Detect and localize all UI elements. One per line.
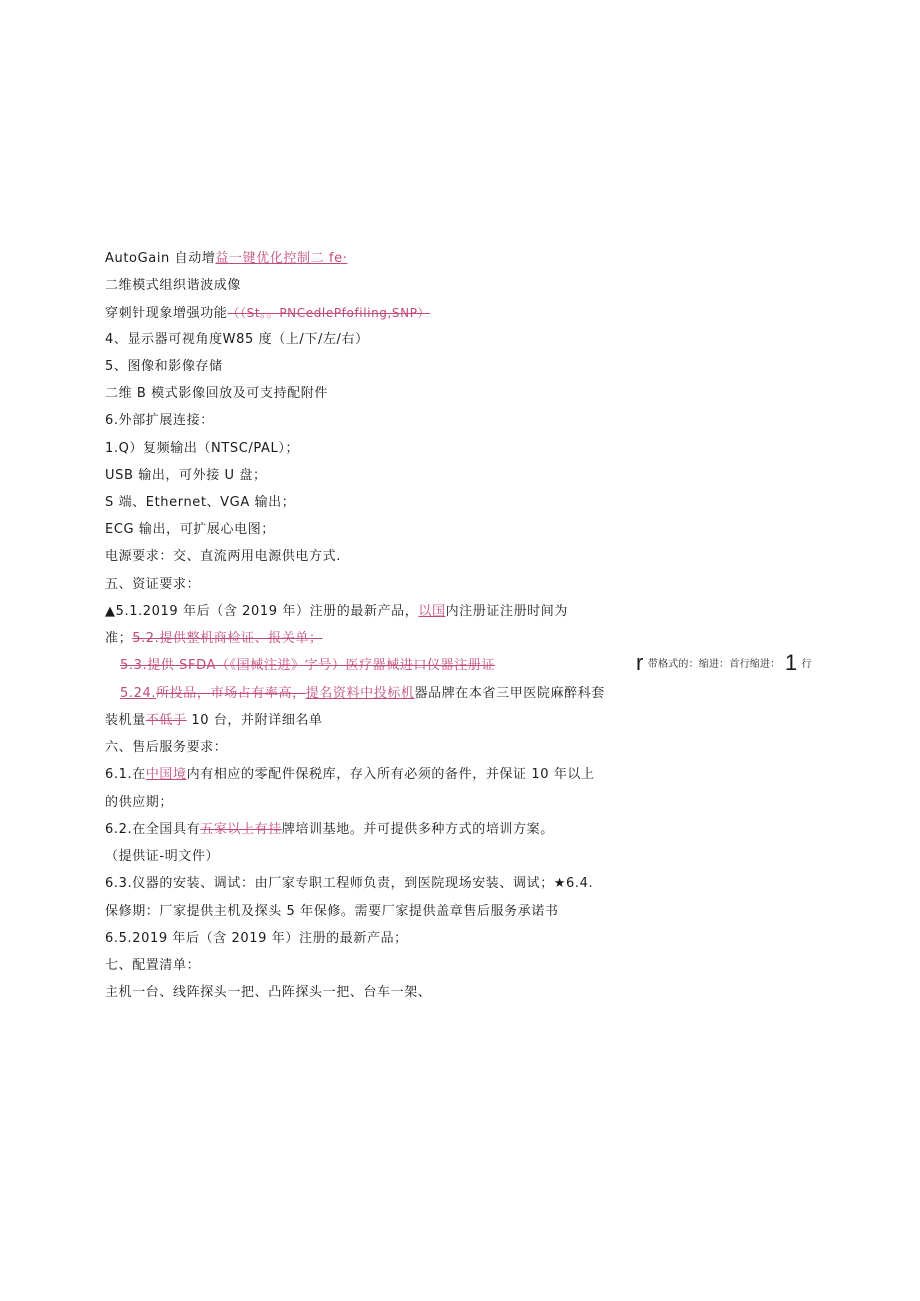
inserted-text: 中国境 bbox=[145, 767, 187, 782]
text: 主机一台、线阵探头一把、凸阵探头一把、台车一架、 bbox=[105, 985, 432, 1000]
line-5-1 bbox=[105, 603, 568, 621]
text: 6.2.在全国具有 bbox=[105, 822, 201, 837]
line-external-connect bbox=[105, 412, 214, 430]
text: S 端、Ethernet、VGA 输出； bbox=[105, 495, 296, 510]
text: AutoGain 自动增 bbox=[105, 251, 216, 266]
text: 保修期：厂家提供主机及探头 5 年保修。需要厂家提供盖章售后服务承诺书 bbox=[105, 904, 559, 919]
line-bmode-replay bbox=[105, 385, 328, 403]
text: 6.3.仪器的安装、调试：由厂家专职工程师负责，到医院现场安装、调试；★6.4. bbox=[105, 876, 594, 891]
text: ▲5.1.2019 年后（含 2019 年）注册的最新产品， bbox=[105, 604, 419, 619]
line-needle-enhance bbox=[105, 304, 430, 323]
text: 6.5.2019 年后（含 2019 年）注册的最新产品； bbox=[105, 931, 408, 946]
line-harmonic-imaging bbox=[105, 277, 241, 295]
text: 电源要求：交、直流两用电源供电方式. bbox=[105, 549, 341, 564]
text: 6.1.在 bbox=[105, 767, 146, 782]
line-power bbox=[105, 548, 341, 566]
text: 4、显示器可视角度W85 度（上/下/左/右） bbox=[105, 332, 369, 347]
section-heading-config bbox=[105, 957, 200, 975]
text: 器品牌在本省三甲医院麻醉科套 bbox=[414, 686, 605, 701]
text: 二维 B 模式影像回放及可支持配附件 bbox=[105, 386, 328, 401]
text: 牌培训基地。并可提供多种方式的培训方案。 bbox=[281, 822, 554, 837]
text: ECG 输出，可扩展心电图； bbox=[105, 522, 275, 537]
section-heading-after-sales bbox=[105, 739, 227, 757]
text: 穿刺针现象增强功能 bbox=[105, 306, 228, 321]
text: 内注册证注册时间为 bbox=[445, 604, 568, 619]
line-config-list bbox=[105, 984, 431, 1002]
inserted-text: 以国 bbox=[418, 604, 446, 619]
comment-suffix: 行 bbox=[801, 659, 812, 670]
revision-comment bbox=[636, 650, 812, 676]
text: 二维模式组织谐波成像 bbox=[105, 278, 242, 293]
text: 五、资证要求： bbox=[105, 577, 201, 592]
line-image-storage bbox=[105, 358, 223, 376]
line-6-5 bbox=[105, 930, 408, 948]
text: USB 输出，可外接 U 盘； bbox=[105, 468, 267, 483]
line-usb-output bbox=[105, 467, 267, 485]
text: 5、图像和影像存储 bbox=[105, 359, 223, 374]
text: （提供证-明文件） bbox=[105, 849, 220, 864]
text: 1.Q）复频输出（NTSC/PAL）； bbox=[105, 441, 300, 456]
line-6-2 bbox=[105, 821, 554, 839]
text: 装机量 bbox=[105, 713, 146, 728]
line-5-3 bbox=[120, 657, 495, 675]
line-view-angle bbox=[105, 331, 369, 349]
deleted-text: 五家以上有挂 bbox=[200, 822, 282, 837]
line-5-2 bbox=[105, 630, 323, 648]
line-supply-period bbox=[105, 794, 173, 812]
line-6-1 bbox=[105, 766, 595, 784]
line-ecg-output bbox=[105, 521, 275, 539]
deleted-text: （（St。。PNCedlePfofiling,SNP） bbox=[227, 306, 431, 320]
text: 10 台，并附详细名单 bbox=[186, 713, 323, 728]
deleted-text: 所投品，市场占有率高， bbox=[156, 686, 306, 701]
line-warranty bbox=[105, 903, 559, 921]
line-s-ethernet-vga bbox=[105, 494, 295, 512]
comment-text: 带格式的：缩进：首行缩进： bbox=[647, 659, 781, 670]
deleted-text: 5.3.提供 SFDA（《国械注进》字号）医疗器械进口仪器注册证 bbox=[120, 658, 496, 673]
text: 的供应期； bbox=[105, 795, 174, 810]
line-6-3 bbox=[105, 875, 593, 893]
comment-marker: r bbox=[636, 650, 644, 675]
inserted-text: 益一键优化控制二 fe· bbox=[215, 251, 348, 266]
text: 6.外部扩展连接： bbox=[105, 413, 214, 428]
line-install-count bbox=[105, 712, 323, 730]
line-video-output bbox=[105, 440, 299, 458]
text: 内有相应的零配件保税库，存入所有必须的备件，并保证 10 年以上 bbox=[186, 767, 595, 782]
comment-number: 1 bbox=[784, 650, 798, 675]
inserted-text: 提名资料中投标机 bbox=[305, 686, 415, 701]
text: 准； bbox=[105, 631, 133, 646]
deleted-text: 不低于 bbox=[145, 713, 187, 728]
text: 六、售后服务要求： bbox=[105, 740, 228, 755]
deleted-text: 5.2.提供整机商检证、报关单； bbox=[132, 631, 323, 646]
inserted-text: 5.24. bbox=[120, 686, 157, 701]
section-heading-credentials bbox=[105, 576, 200, 594]
line-autogain bbox=[105, 250, 347, 268]
text: 七、配置清单： bbox=[105, 958, 201, 973]
line-5-24 bbox=[120, 685, 605, 703]
line-provide-docs bbox=[105, 848, 219, 866]
